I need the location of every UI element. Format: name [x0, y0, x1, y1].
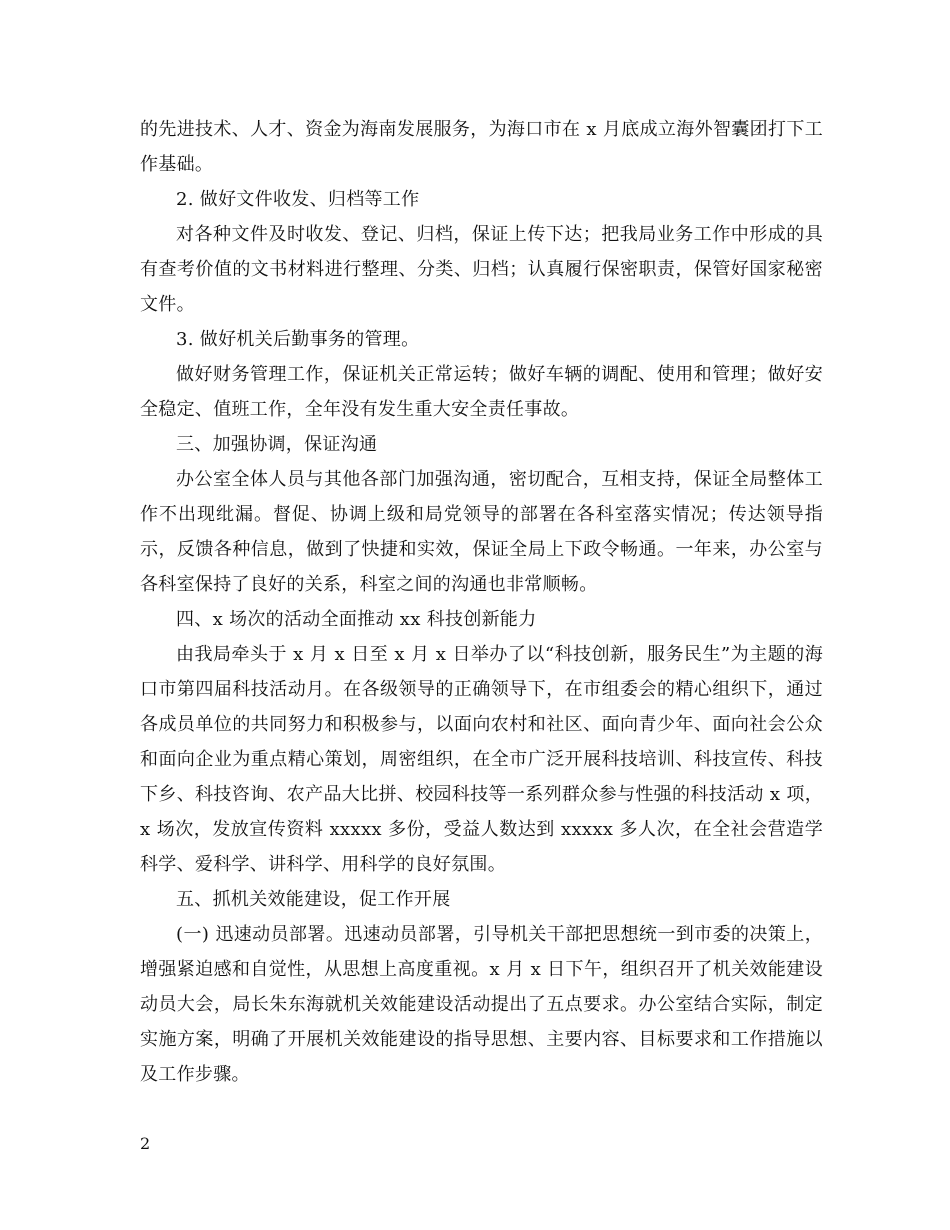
paragraph-file-management: 对各种文件及时收发、登记、归档，保证上传下达；把我局业务工作中形成的具有查考价值的文书材料进行整理、分类、归档；认真履行保密职责，保管好国家秘密文件。 [140, 224, 823, 315]
paragraph-continuation: 的先进技术、人才、资金为海南发展服务，为海口市在 x 月底成立海外智囊团打下工作基础。 [140, 119, 823, 175]
section-heading-efficiency: 五、抓机关效能建设，促工作开展 [176, 889, 451, 910]
page-number: 2 [140, 1134, 151, 1153]
section-heading-2: 2. 做好文件收发、归档等工作 [176, 189, 420, 210]
section-heading-3: 3. 做好机关后勤事务的管理。 [176, 329, 420, 350]
section-heading-innovation: 四、x 场次的活动全面推动 xx 科技创新能力 [176, 609, 537, 630]
document-body [140, 112, 823, 1092]
section-heading-coordination: 三、加强协调，保证沟通 [176, 434, 378, 455]
paragraph-science-month: 由我局牵头于 x 月 x 日至 x 月 x 日举办了以“科技创新，服务民生”为主题的海口市第四届科技活动月。在各级领导的正确领导下，在市组委会的精心组织下，通过各成员单位的共同努力和积极参与，以面向农村和社区、面向青少年、面向社会公众和面向企业为重点精心策划，周密组织，在全市广泛开展科技培训、科技宣传、科技下乡、科技咨询、农产品大比拼、校园科技等一系列群众参与性强的科技活动 x 项，x 场次，发放宣传资料 xxxxx 多份，受益人数达到 xxxxx 多人次，在全社会营造学科学、爱科学、讲科学、用科学的良好氛围。 [140, 644, 823, 875]
paragraph-logistics: 做好财务管理工作，保证机关正常运转；做好车辆的调配、使用和管理；做好安全稳定、值班工作，全年没有发生重大安全责任事故。 [140, 364, 823, 420]
paragraph-mobilization: (一) 迅速动员部署。迅速动员部署，引导机关干部把思想统一到市委的决策上，增强紧迫感和自觉性，从思想上高度重视。x 月 x 日下午，组织召开了机关效能建设动员大会，局长朱东海就机关效能建设活动提出了五点要求。办公室结合实际，制定实施方案，明确了开展机关效能建设的指导思想、主要内容、目标要求和工作措施以及工作步骤。 [140, 924, 823, 1085]
paragraph-coordination: 办公室全体人员与其他各部门加强沟通，密切配合，互相支持，保证全局整体工作不出现纰漏。督促、协调上级和局党领导的部署在各科室落实情况；传达领导指示，反馈各种信息，做到了快捷和实效，保证全局上下政令畅通。一年来，办公室与各科室保持了良好的关系，科室之间的沟通也非常顺畅。 [140, 469, 823, 595]
